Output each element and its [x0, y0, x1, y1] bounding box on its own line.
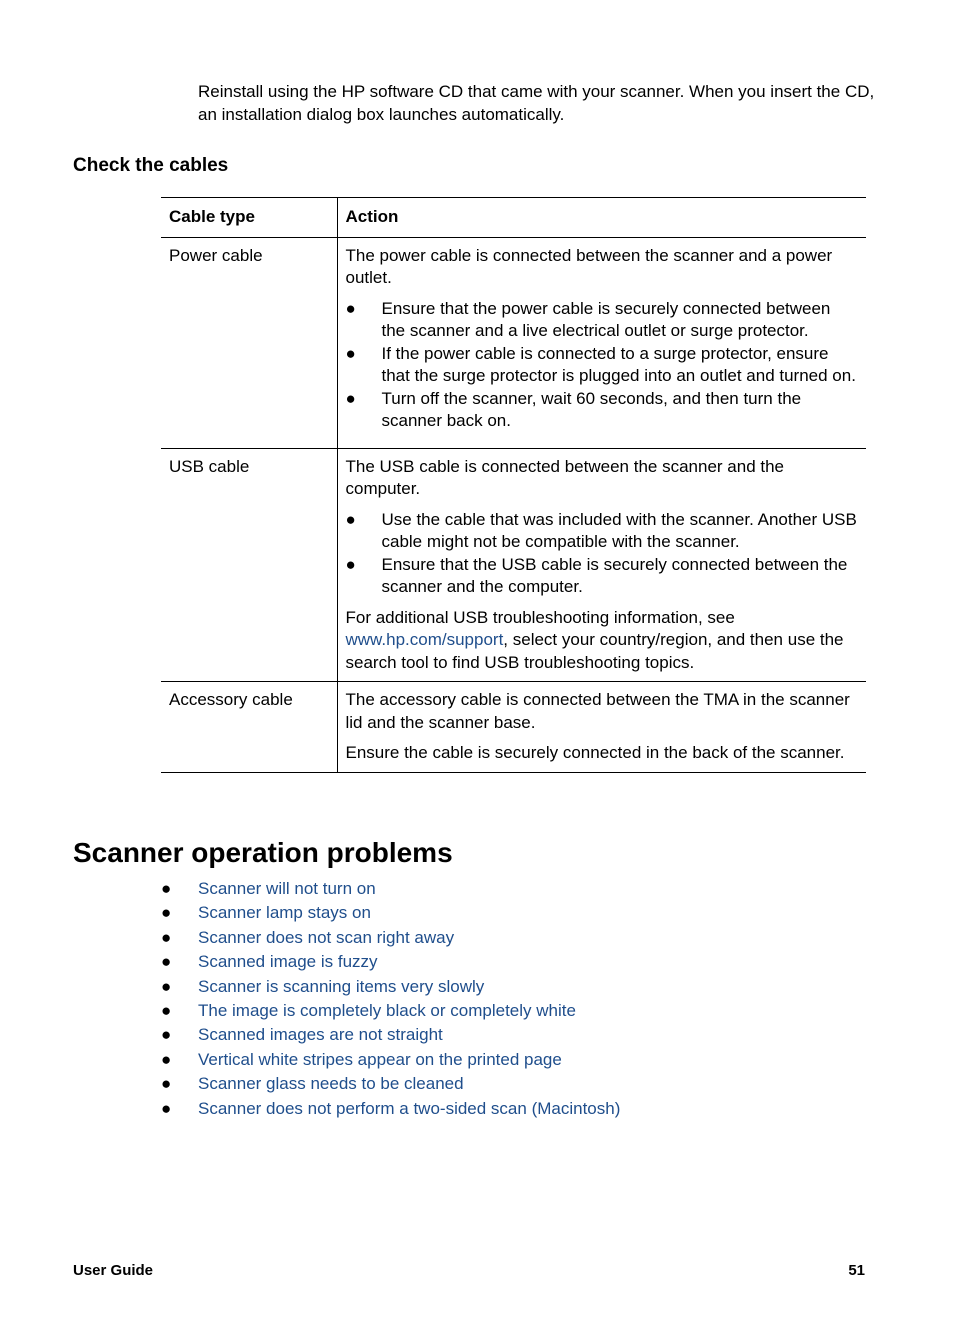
list-item: [346, 509, 859, 554]
bullet-icon: ●: [345, 388, 356, 408]
hp-support-link[interactable]: www.hp.com/support: [345, 630, 504, 649]
list-item: [161, 926, 620, 950]
table-row-power: [161, 237, 866, 448]
list-item: [161, 1023, 620, 1047]
bullet-text: Use the cable that was included with the scanner. Another USB cable might not be compatible with the scanner.: [381, 509, 857, 551]
list-item: [161, 877, 620, 901]
bullet-icon: ●: [161, 1000, 172, 1020]
bullet-icon: ●: [345, 554, 356, 574]
bullet-icon: ●: [161, 927, 172, 947]
table-row-accessory: [161, 682, 866, 773]
power-intro: The power cable is connected between the scanner and a power outlet.: [345, 245, 833, 287]
accessory-p2: Ensure the cable is securely connected in the back of the scanner.: [345, 743, 845, 762]
bullet-icon: ●: [345, 343, 356, 363]
bullet-icon: ●: [161, 952, 172, 972]
problem-link[interactable]: Scanner does not perform a two-sided scan (Macintosh): [198, 1098, 621, 1118]
problem-link[interactable]: Scanner is scanning items very slowly: [198, 976, 485, 996]
usb-more-suffix: , select your country/region, and then use the search tool to find USB troubleshooting topics.: [345, 630, 844, 672]
action-usb: [337, 448, 866, 682]
footer-title: User Guide: [73, 1262, 154, 1279]
list-item: [161, 999, 620, 1023]
list-item: [161, 950, 620, 974]
cable-type-usb: USB cable: [169, 456, 250, 476]
bullet-text: Ensure that the power cable is securely connected between the scanner and a live electrical outlet or surge protector.: [381, 298, 831, 340]
bullet-icon: ●: [161, 879, 172, 898]
cables-table: [161, 197, 866, 773]
accessory-p1: The accessory cable is connected between the TMA in the scanner lid and the scanner base.: [345, 690, 850, 732]
list-item: [161, 975, 620, 999]
power-bullets: [346, 298, 859, 433]
bullet-icon: ●: [161, 1098, 172, 1118]
problem-link[interactable]: The image is completely black or completely white: [198, 1000, 576, 1020]
action-power: [337, 237, 866, 448]
problem-link[interactable]: Vertical white stripes appear on the printed page: [198, 1049, 562, 1069]
problem-link[interactable]: Scanned image is fuzzy: [198, 952, 378, 972]
problems-link-list: [161, 877, 620, 1121]
cable-type-accessory: Accessory cable: [169, 690, 293, 709]
scanner-operation-problems-heading: Scanner operation problems: [73, 837, 453, 868]
table-row-usb: [161, 448, 866, 682]
cable-type-power: Power cable: [169, 245, 263, 265]
page-number: 51: [848, 1262, 865, 1279]
problem-link[interactable]: Scanner glass needs to be cleaned: [198, 1074, 464, 1094]
list-item: [346, 554, 859, 599]
check-cables-heading: Check the cables: [73, 155, 229, 176]
bullet-icon: ●: [161, 1025, 172, 1045]
problem-link[interactable]: Scanned images are not straight: [198, 1025, 443, 1045]
usb-more-info: [346, 607, 859, 675]
list-item: [161, 1048, 620, 1072]
list-item: [346, 298, 859, 343]
action-accessory: [337, 682, 866, 773]
intro-paragraph: [198, 81, 878, 126]
list-item: [161, 1097, 620, 1121]
column-header-action: Action: [337, 198, 866, 238]
intro-text: Reinstall using the HP software CD that came with your scanner. When you insert the CD, an installation dialog box launches automatically.: [198, 82, 875, 124]
usb-intro: The USB cable is connected between the scanner and the computer.: [345, 456, 785, 498]
bullet-icon: ●: [345, 509, 356, 529]
bullet-icon: ●: [161, 1049, 172, 1069]
problem-link[interactable]: Scanner does not scan right away: [198, 927, 455, 947]
bullet-text: If the power cable is connected to a surge protector, ensure that the surge protector is plugged into an outlet and turned on.: [381, 343, 856, 385]
bullet-icon: ●: [161, 976, 172, 996]
bullet-text: Turn off the scanner, wait 60 seconds, and then turn the scanner back on.: [381, 388, 802, 430]
usb-bullets: [346, 509, 859, 599]
list-item: [346, 388, 859, 433]
list-item: [161, 901, 620, 925]
problem-link[interactable]: Scanner lamp stays on: [198, 903, 371, 923]
bullet-icon: ●: [161, 1074, 172, 1094]
bullet-icon: ●: [161, 903, 172, 923]
usb-more-prefix: For additional USB troubleshooting information, see: [345, 607, 735, 627]
table-header-row: [161, 198, 866, 238]
list-item: [161, 1072, 620, 1096]
bullet-icon: ●: [345, 298, 356, 318]
list-item: [346, 343, 859, 388]
problem-link[interactable]: Scanner will not turn on: [198, 879, 376, 898]
bullet-text: Ensure that the USB cable is securely connected between the scanner and the computer.: [381, 554, 848, 596]
column-header-cable-type: Cable type: [169, 207, 255, 226]
